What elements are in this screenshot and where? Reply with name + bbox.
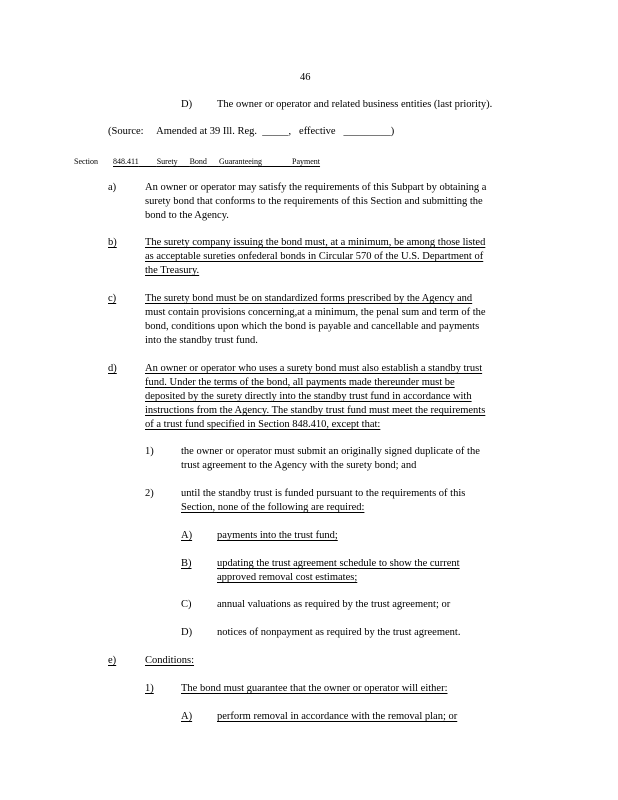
text-line: as acceptable sureties onfederal bonds in Circular 570 of the U.S. Department of (145, 251, 484, 262)
text-line: The surety company issuing the bond must, at a minimum, be among those listed (145, 237, 486, 248)
item-text-line: The owner or operator and related business entities (last priority). (217, 99, 493, 110)
text-line: the owner or operator must submit an originally signed duplicate of the (181, 446, 480, 457)
text-line: Section, none of the following are required: (181, 502, 365, 513)
text-line: An owner or operator may satisfy the requirements of this Subpart by obtaining a (145, 182, 487, 193)
text-line: trust agreement to the Agency with the surety bond; and (181, 460, 417, 471)
para-label: d) (108, 363, 117, 374)
para-label: a) (108, 182, 117, 193)
item-text (217, 99, 526, 111)
text-line: updating the trust agreement schedule to show the current (217, 558, 460, 569)
item-text: annual valuations as required by the trust agreement; or (217, 599, 451, 610)
item-label: D) (181, 627, 193, 638)
subpara-label: 1) (145, 446, 154, 457)
source-prefix: (Source: (108, 126, 144, 137)
text-line: bond, conditions upon which the bond is payable and cancellable and payments (145, 321, 480, 332)
item-label: A) (181, 530, 193, 541)
text-line: the Treasury. (145, 265, 200, 276)
para-text (145, 237, 539, 279)
text-line: until the standby trust is funded pursuant to the requirements of this (181, 488, 466, 499)
para-text (145, 363, 539, 433)
item-label: D) (181, 99, 193, 110)
item-text: payments into the trust fund; (217, 530, 338, 541)
para-label: e) (108, 655, 117, 666)
section-label: Section (74, 157, 98, 166)
section-title: 848.411 Surety Bond Guaranteeing Payment (113, 157, 321, 166)
text-line: An owner or operator who uses a surety bond must also establish a standby trust (145, 363, 483, 374)
source-amended: Amended at 39 Ill. Reg. (156, 126, 258, 137)
para-text: Conditions: (145, 655, 195, 666)
text-line: instructions from the Agency. The standby trust fund must meet the requirements (145, 405, 486, 416)
text-line: deposited by the surety directly into the standby trust fund in accordance with (145, 391, 472, 402)
text-line: bond to the Agency. (145, 210, 229, 221)
text-line: The surety bond must be on standardized forms prescribed by the Agency and (145, 293, 473, 304)
page-number: 46 (300, 72, 311, 83)
subpara-label: 1) (145, 683, 154, 694)
para-text (145, 293, 539, 349)
section-number: 848.411 (113, 157, 139, 166)
text-line: of a trust fund specified in Section 848.410, except that: (145, 419, 381, 430)
item-text: perform removal in accordance with the removal plan; or (217, 711, 458, 722)
item-label: B) (181, 558, 192, 569)
text-line: must contain provisions concerning,at a minimum, the penal sum and term of the (145, 307, 486, 318)
subpara-text (181, 446, 526, 474)
item-label: A) (181, 711, 193, 722)
text-line: surety bond that conforms to the requirements of this Section and submitting the (145, 196, 483, 207)
source-blank-2: _________) (343, 126, 395, 137)
item-text (217, 558, 517, 586)
para-text (145, 182, 539, 224)
text-line: into the standby trust fund. (145, 335, 258, 346)
text-line: fund. Under the terms of the bond, all payments made thereunder must be (145, 377, 455, 388)
source-note: (Source: Amended at 39 Ill. Reg. _____, effective _________) (108, 126, 395, 137)
source-effective: effective (299, 126, 336, 137)
subpara-text: The bond must guarantee that the owner or operator will either: (181, 683, 448, 694)
para-label: b) (108, 237, 117, 248)
subpara-text (181, 488, 526, 516)
item-text: notices of nonpayment as required by the trust agreement. (217, 627, 461, 638)
text-line: approved removal cost estimates; (217, 572, 358, 583)
source-blank: _____ (262, 126, 289, 137)
item-label: C) (181, 599, 192, 610)
para-label: c) (108, 293, 117, 304)
subpara-label: 2) (145, 488, 154, 499)
